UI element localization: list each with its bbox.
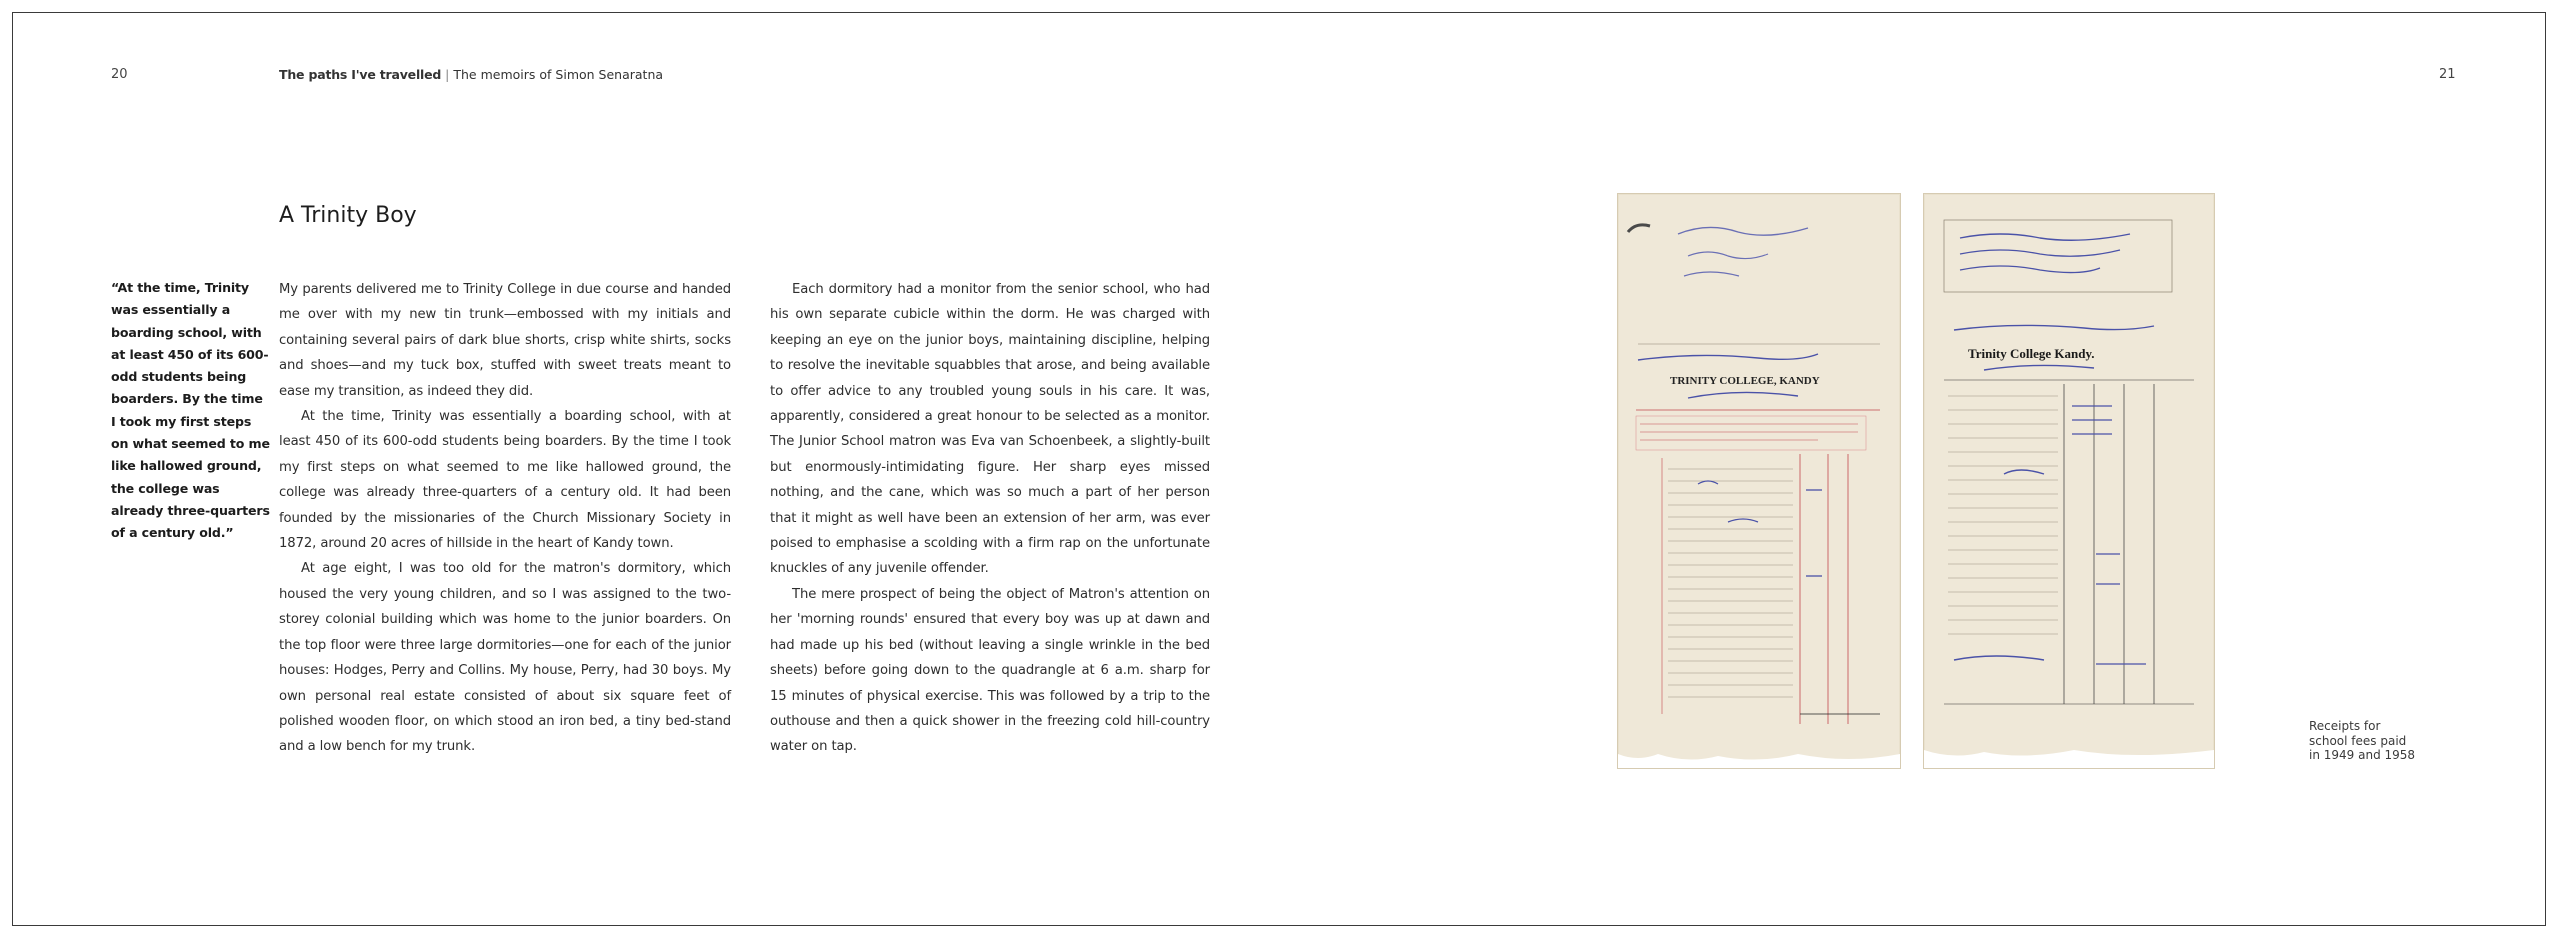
body-column-two [770,277,1210,760]
body-column-one [279,277,731,760]
figure-caption: Receipts for school fees paid in 1949 and 1958 [2309,719,2416,762]
chapter-title: A Trinity Boy [279,203,417,228]
running-head-book-title: The paths I've travelled [279,67,442,82]
receipt-1958-title: Trinity College Kandy. [1968,346,2095,361]
paragraph: At age eight, I was too old for the matron's dormitory, which housed the very young children, and so I was assigned to the two-storey colonial building which was home to the junior boarders. On the top floor were three large dormitories—one for each of the junior houses: Hodges, Perry and Collins. My house, Perry, had 30 boys. My own personal real estate consisted of about six square feet of polished wooden floor, on which stood an iron bed, a tiny bed-stand and a low bench for my trunk. [279,561,731,755]
running-head [279,67,663,82]
paragraph: My parents delivered me to Trinity College in due course and handed me over with my new tin trunk—embossed with my initials and containing several pairs of dark blue shorts, crisp white shirts, socks and shoes—and my tuck box, stuffed with sweet treats meant to ease my transition, as indeed they did. [279,282,731,399]
page-number-left: 20 [111,67,128,82]
paragraph: At the time, Trinity was essentially a boarding school, with at least 450 of its 600-odd students being boarders. By the time I took my first steps on what seemed to me like hallowed ground, the college was already three-quarters of a century old. It had been founded by the missionaries of the Church Missionary Society in 1872, around 20 acres of hillside in the heart of Kandy town. [279,409,731,552]
receipt-1958-image [1923,193,2215,769]
paragraph: The mere prospect of being the object of Matron's attention on her 'morning rounds' ensured that every boy was up at dawn and had made up his bed (without leaving a single wrinkle in the bed sheets) before going down to the quadrangle at 6 a.m. sharp for 15 minutes of physical exercise. This was followed by a trip to the outhouse and then a quick shower in the freezing cold hill-country water on tap. [770,586,1210,755]
book-spread [12,12,2546,926]
receipt-1949-title: TRINITY COLLEGE, KANDY [1670,375,1820,387]
pull-quote: “At the time, Trinity was essentially a boarding school, with at least 450 of its 600-odd students being boarders. By the time I took my first steps on what seemed to me like hallowed ground, the college was already three-quarters of a century old.” [111,280,270,541]
page-number-right: 21 [2439,67,2456,82]
paragraph: Each dormitory had a monitor from the senior school, who had his own separate cubicle within the dorm. He was charged with keeping an eye on the junior boys, maintaining discipline, helping to resolve the inevitable squabbles that arose, and being available to offer advice to any troubled young souls in his care. It was, apparently, considered a great honour to be selected as a monitor. The Junior School matron was Eva van Schoenbeek, a slightly-built but enormously-intimidating figure. Her sharp eyes missed nothing, and the cane, which was so much a part of her person that it might as well have been an extension of her arm, was ever poised to emphasise a scolding with a firm rap on the unfortunate knuckles of any juvenile offender. [770,282,1210,577]
receipt-1958-drawing [1924,194,2214,768]
receipt-1949-drawing [1618,194,1900,768]
running-head-subtitle: The memoirs of Simon Senaratna [453,67,664,82]
running-head-separator: | [445,67,450,82]
receipt-1949-image [1617,193,1901,769]
